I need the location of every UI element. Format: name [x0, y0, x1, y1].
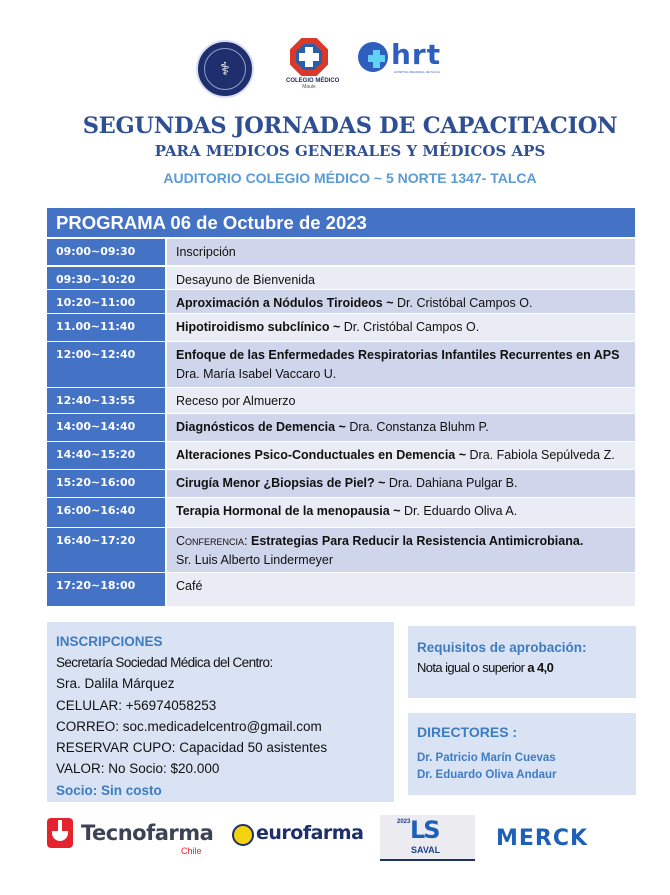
activity-speaker: Dra. Constanza Bluhm P.	[345, 420, 489, 434]
merck-logo: MERCK	[496, 826, 589, 851]
program-activity	[167, 388, 635, 413]
inscripciones-box	[47, 622, 394, 802]
requisitos-text-plain: Nota igual o superior	[417, 660, 528, 675]
tecnofarma-name: Tecnofarma	[81, 821, 214, 845]
program-row	[47, 498, 635, 527]
director-name: Dr. Eduardo Oliva Andaur	[417, 769, 557, 781]
hrt-logo-subtitle: HOSPITAL REGIONAL DE TALCA	[394, 70, 440, 74]
program-row	[47, 388, 635, 413]
program-activity	[167, 290, 635, 313]
saval-name: SAVAL	[411, 845, 441, 855]
program-time: 17:20~18:00	[47, 573, 165, 606]
program-time: 12:00~12:40	[47, 342, 165, 387]
program-activity	[167, 470, 635, 497]
inscripciones-reserve: RESERVAR CUPO: Capacidad 50 asistentes	[56, 740, 328, 756]
activity-speaker: Inscripción	[176, 245, 236, 259]
directores-heading: DIRECTORES :	[417, 724, 518, 740]
page-title: SEGUNDAS JORNADAS DE CAPACITACION	[82, 113, 618, 139]
program-activity	[167, 414, 635, 441]
requisitos-box	[408, 626, 636, 698]
caduceus-icon: ⚕	[204, 48, 246, 90]
activity-title: Hipotiroidismo subclínico ~	[176, 320, 341, 334]
program-activity	[167, 342, 635, 387]
program-time: 09:00~09:30	[47, 239, 165, 265]
program-time: 16:40~17:20	[47, 528, 165, 572]
colegio-medico-caption: COLEGIO MÉDICO	[286, 78, 340, 84]
octagon-cross-icon	[290, 38, 328, 76]
page-subtitle: PARA MEDICOS GENERALES Y MÉDICOS APS	[154, 142, 546, 160]
program-time: 10:20~11:00	[47, 290, 165, 313]
activity-speaker-line: Dra. María Isabel Vaccaro U.	[176, 367, 337, 381]
tecnofarma-country: Chile	[181, 846, 202, 856]
activity-speaker: Desayuno de Bienvenida	[176, 273, 315, 287]
program-time: 11.00~11:40	[47, 314, 165, 341]
program-activity	[167, 239, 635, 265]
inscripciones-line: Secretaría Sociedad Médica del Centro:	[56, 655, 273, 670]
tecnofarma-icon	[47, 818, 73, 848]
program-time: 12:40~13:55	[47, 388, 165, 413]
colegio-medico-region: Maule	[302, 84, 316, 90]
program-heading: PROGRAMA 06 de Octubre de 2023	[47, 208, 635, 237]
requisitos-grade: a 4,0	[527, 660, 554, 675]
inscripciones-email: CORREO: soc.medicadelcentro@gmail.com	[56, 718, 322, 734]
program-time: 16:00~16:40	[47, 498, 165, 527]
activity-speaker-line: Sr. Luis Alberto Lindermeyer	[176, 553, 334, 567]
activity-title: Enfoque de las Enfermedades Respiratorias Infantiles Recurrentes en APS	[176, 348, 620, 362]
activity-title: Aproximación a Nódulos Tiroideos ~	[176, 296, 394, 310]
program-time: 15:20~16:00	[47, 470, 165, 497]
activity-speaker: Dr. Cristóbal Campos O.	[393, 296, 533, 310]
program-row	[47, 267, 635, 289]
colegio-medico-logo	[286, 38, 340, 98]
inscripciones-line: Sra. Dalila Márquez	[56, 676, 175, 692]
activity-speaker: Dr. Eduardo Oliva A.	[400, 504, 518, 518]
inscripciones-socio: Socio: Sin costo	[56, 782, 162, 798]
program-activity	[167, 267, 635, 289]
requisitos-heading: Requisitos de aprobación:	[417, 640, 587, 655]
program-row	[47, 470, 635, 497]
inscripciones-price: VALOR: No Socio: $20.000	[56, 761, 220, 777]
program-row	[47, 528, 635, 572]
program-row	[47, 414, 635, 441]
inscripciones-phone: CELULAR: +56974058253	[56, 697, 217, 713]
program-activity	[167, 498, 635, 527]
director-name: Dr. Patricio Marín Cuevas	[417, 752, 556, 764]
program-row	[47, 442, 635, 469]
program-row	[47, 342, 635, 387]
venue-line: AUDITORIO COLEGIO MÉDICO ~ 5 NORTE 1347- TALCA	[163, 170, 537, 186]
saval-year	[397, 818, 411, 854]
activity-title: Cirugía Menor ¿Biopsias de Piel? ~	[176, 476, 386, 490]
eurofarma-logo	[232, 822, 364, 852]
program-activity	[167, 442, 635, 469]
requisitos-text	[417, 658, 636, 678]
inscripciones-heading: INSCRIPCIONES	[56, 634, 163, 649]
tecnofarma-logo	[47, 818, 212, 858]
saval-ls-icon: LS	[410, 816, 439, 844]
activity-title: Alteraciones Psico-Conductuales en Demencia ~	[176, 448, 467, 462]
activity-title: Diagnósticos de Demencia ~	[176, 420, 346, 434]
program-time: 14:40~15:20	[47, 442, 165, 469]
globe-icon	[232, 824, 254, 846]
program-row	[47, 290, 635, 313]
hrt-logo-text: hrt	[391, 38, 442, 71]
activity-speaker: Café	[176, 579, 203, 593]
activity-speaker: Dr. Cristóbal Campos O.	[340, 320, 480, 334]
program-activity	[167, 314, 635, 341]
saval-year-text: 2023	[397, 819, 411, 825]
saval-logo	[380, 815, 475, 861]
activity-title: Estrategias Para Reducir la Resistencia Antimicrobiana.	[247, 534, 584, 548]
activity-speaker: Dra. Dahiana Pulgar B.	[385, 476, 518, 490]
activity-title: Terapia Hormonal de la menopausia ~	[176, 504, 401, 518]
activity-speaker: Dra. Fabiola Sepúlveda Z.	[466, 448, 615, 462]
program-row	[47, 573, 635, 606]
program-time: 14:00~14:40	[47, 414, 165, 441]
program-time: 09:30~10:20	[47, 267, 165, 289]
activity-prefix: Conferencia:	[176, 534, 248, 548]
sociedad-medica-seal-logo	[196, 40, 254, 98]
program-row	[47, 239, 635, 265]
program-row	[47, 314, 635, 341]
activity-speaker: Receso por Almuerzo	[176, 394, 296, 408]
directores-box	[408, 713, 636, 795]
program-activity	[167, 528, 635, 572]
hrt-logo	[358, 38, 448, 78]
program-activity	[167, 573, 635, 606]
eurofarma-name: eurofarma	[256, 822, 364, 844]
